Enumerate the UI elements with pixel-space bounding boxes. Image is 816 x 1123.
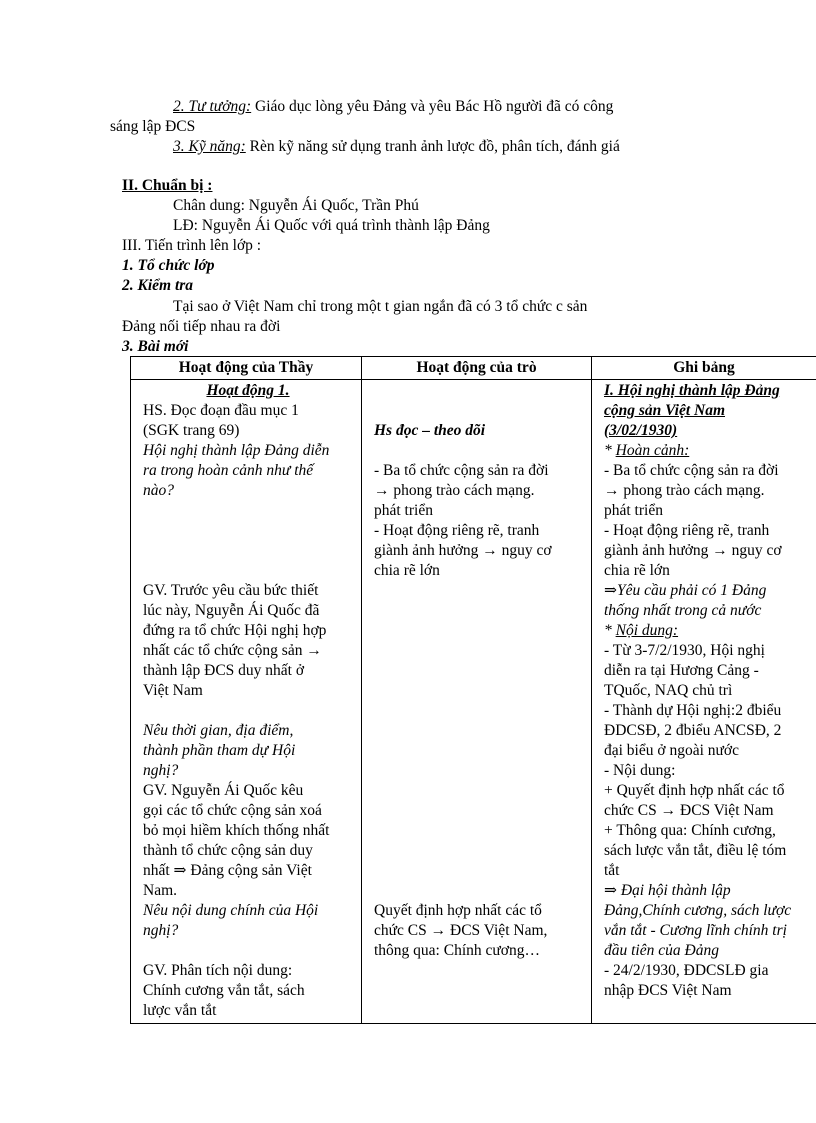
notes-line: chức CS → ĐCS Việt Nam — [604, 802, 774, 819]
thought-label: 2. Tư tưởng: — [173, 98, 252, 115]
notes-heading: cộng sản Việt Nam — [604, 402, 726, 419]
notes-line: nhập ĐCS Việt Nam — [604, 982, 732, 999]
notes-subheading-text: * Hoàn cảnh: — [604, 442, 690, 459]
teacher-line: thành tổ chức cộng sản duy — [143, 842, 313, 859]
step-1-title: 1. Tổ chức lớp — [122, 257, 215, 274]
header-teacher: Hoạt động của Thầy — [131, 357, 362, 380]
notes-line: thống nhất trong cả nước — [604, 602, 762, 619]
board-notes-cell — [592, 380, 816, 1024]
student-line: → phong trào cách mạng. — [374, 482, 535, 499]
notes-heading: (3/02/1930) — [604, 422, 678, 439]
student-line: Quyết định hợp nhất các tổ — [374, 902, 542, 919]
notes-heading: I. Hội nghị thành lập Đảng — [604, 382, 780, 399]
teacher-line: lược vắn tắt — [143, 1002, 217, 1019]
notes-line: ⇒ Đại hội thành lập — [604, 882, 731, 899]
skill-objective — [173, 137, 620, 157]
notes-subheading: * Nội dung: — [604, 622, 679, 639]
notes-subheading-label: Hoàn cảnh: — [615, 442, 690, 459]
teacher-question: nào? — [143, 482, 174, 499]
student-line: thông qua: Chính cương… — [374, 942, 540, 959]
student-line: - Hoạt động riêng rẽ, tranh — [374, 522, 540, 539]
thought-text: Giáo dục lòng yêu Đảng và yêu Bác Hồ người đã có công — [251, 98, 614, 115]
student-activity-cell — [362, 380, 592, 1024]
student-line: Hs đọc – theo dõi — [374, 422, 486, 439]
notes-line: → phong trào cách mạng. — [604, 482, 765, 499]
section-preparation-title: II. Chuẩn bị : — [122, 177, 213, 194]
notes-line: - Ba tổ chức cộng sản ra đời — [604, 462, 779, 479]
notes-line: - Từ 3-7/2/1930, Hội nghị — [604, 642, 765, 659]
teacher-line: Nam. — [143, 882, 178, 899]
teacher-question: nghị? — [143, 762, 179, 779]
notes-line: ⇒Yêu cầu phải có 1 Đảng — [604, 582, 767, 599]
preparation-item-1: Chân dung: Nguyễn Ái Quốc, Trần Phú — [173, 197, 419, 214]
notes-line: ĐDCSĐ, 2 đbiểu ANCSĐ, 2 — [604, 722, 782, 739]
teacher-line: Việt Nam — [143, 682, 203, 699]
preparation-item-2: LĐ: Nguyễn Ái Quốc với quá trình thành lập Đảng — [173, 217, 490, 234]
notes-line: sách lược vắn tắt, điều lệ tóm — [604, 842, 787, 859]
notes-line: + Thông qua: Chính cương, — [604, 822, 776, 839]
teacher-line: bỏ mọi hiềm khích thống nhất — [143, 822, 330, 839]
notes-line: phát triển — [604, 502, 663, 519]
section-progress-title: III. Tiến trình lên lớp : — [122, 237, 262, 254]
student-line: chia rẽ lớn — [374, 562, 440, 579]
teacher-line: GV. Trước yêu cầu bức thiết — [143, 582, 319, 599]
table-row — [131, 380, 816, 1024]
notes-line: - Hoạt động riêng rẽ, tranh — [604, 522, 770, 539]
lesson-table — [130, 356, 816, 1024]
teacher-line: HS. Đọc đoạn đầu mục 1 — [143, 402, 299, 419]
header-notes: Ghi bảng — [592, 357, 816, 380]
teacher-line: GV. Nguyễn Ái Quốc kêu — [143, 782, 304, 799]
teacher-question: Nêu thời gian, địa điểm, — [143, 722, 294, 739]
notes-line: Đảng,Chính cương, sách lược — [604, 902, 792, 919]
teacher-line: (SGK trang 69) — [143, 422, 240, 439]
check-question-line-2: Đảng nối tiếp nhau ra đời — [122, 318, 281, 335]
teacher-line: nhất ⇒ Đảng cộng sản Việt — [143, 862, 312, 879]
step-3-title: 3. Bài mới — [122, 338, 189, 355]
teacher-question: Nêu nội dung chính của Hội — [143, 902, 319, 919]
teacher-question: ra trong hoàn cảnh như thế — [143, 462, 314, 479]
step-2-title: 2. Kiểm tra — [122, 277, 194, 294]
notes-line: tắt — [604, 862, 620, 879]
student-line: phát triển — [374, 502, 433, 519]
thought-objective-cont: sáng lập ĐCS — [110, 118, 196, 135]
thought-objective — [173, 97, 613, 117]
notes-line: diễn ra tại Hương Cảng - — [604, 662, 759, 679]
teacher-activity-cell — [131, 380, 362, 1024]
notes-subheading — [604, 441, 689, 461]
check-question-line-1: Tại sao ở Việt Nam chỉ trong một t gian ngắn đã có 3 tổ chức c sản — [173, 298, 588, 315]
notes-line: TQuốc, NAQ chủ trì — [604, 682, 733, 699]
notes-line: vắn tắt - Cương lĩnh chính trị — [604, 922, 787, 939]
teacher-question: thành phần tham dự Hội — [143, 742, 296, 759]
notes-line: - Thành dự Hội nghị:2 đbiểu — [604, 702, 782, 719]
student-line: giành ảnh hưởng → nguy cơ — [374, 542, 552, 559]
header-student: Hoạt động của trò — [362, 357, 592, 380]
notes-line: đầu tiên của Đảng — [604, 942, 719, 959]
notes-line: đại biểu ở ngoài nước — [604, 742, 739, 759]
notes-line: + Quyết định hợp nhất các tổ — [604, 782, 785, 799]
teacher-line: GV. Phân tích nội dung: — [143, 962, 293, 979]
teacher-line: đứng ra tổ chức Hội nghị hợp — [143, 622, 327, 639]
student-line: chức CS → ĐCS Việt Nam, — [374, 922, 548, 939]
notes-line: giành ảnh hưởng → nguy cơ — [604, 542, 782, 559]
teacher-line: nhất các tổ chức cộng sản → — [143, 642, 322, 659]
student-line: - Ba tổ chức cộng sản ra đời — [374, 462, 549, 479]
teacher-line: gọi các tổ chức cộng sản xoá — [143, 802, 322, 819]
teacher-line: thành lập ĐCS duy nhất ở — [143, 662, 305, 679]
skill-text: Rèn kỹ năng sử dụng tranh ảnh lược đồ, phân tích, đánh giá — [245, 138, 620, 155]
notes-line: chia rẽ lớn — [604, 562, 670, 579]
teacher-line: lúc này, Nguyễn Ái Quốc đã — [143, 602, 320, 619]
skill-label: 3. Kỹ năng: — [173, 138, 246, 155]
notes-line: - 24/2/1930, ĐDCSLĐ gia — [604, 962, 769, 979]
activity-title: Hoạt động 1. — [206, 382, 290, 399]
table-header-row — [131, 357, 816, 380]
teacher-question: Hội nghị thành lập Đảng diễn — [143, 442, 330, 459]
notes-subheading-label: Nội dung: — [615, 622, 679, 639]
teacher-question: nghị? — [143, 922, 179, 939]
teacher-line: Chính cương vắn tắt, sách — [143, 982, 305, 999]
notes-line: - Nội dung: — [604, 762, 676, 779]
